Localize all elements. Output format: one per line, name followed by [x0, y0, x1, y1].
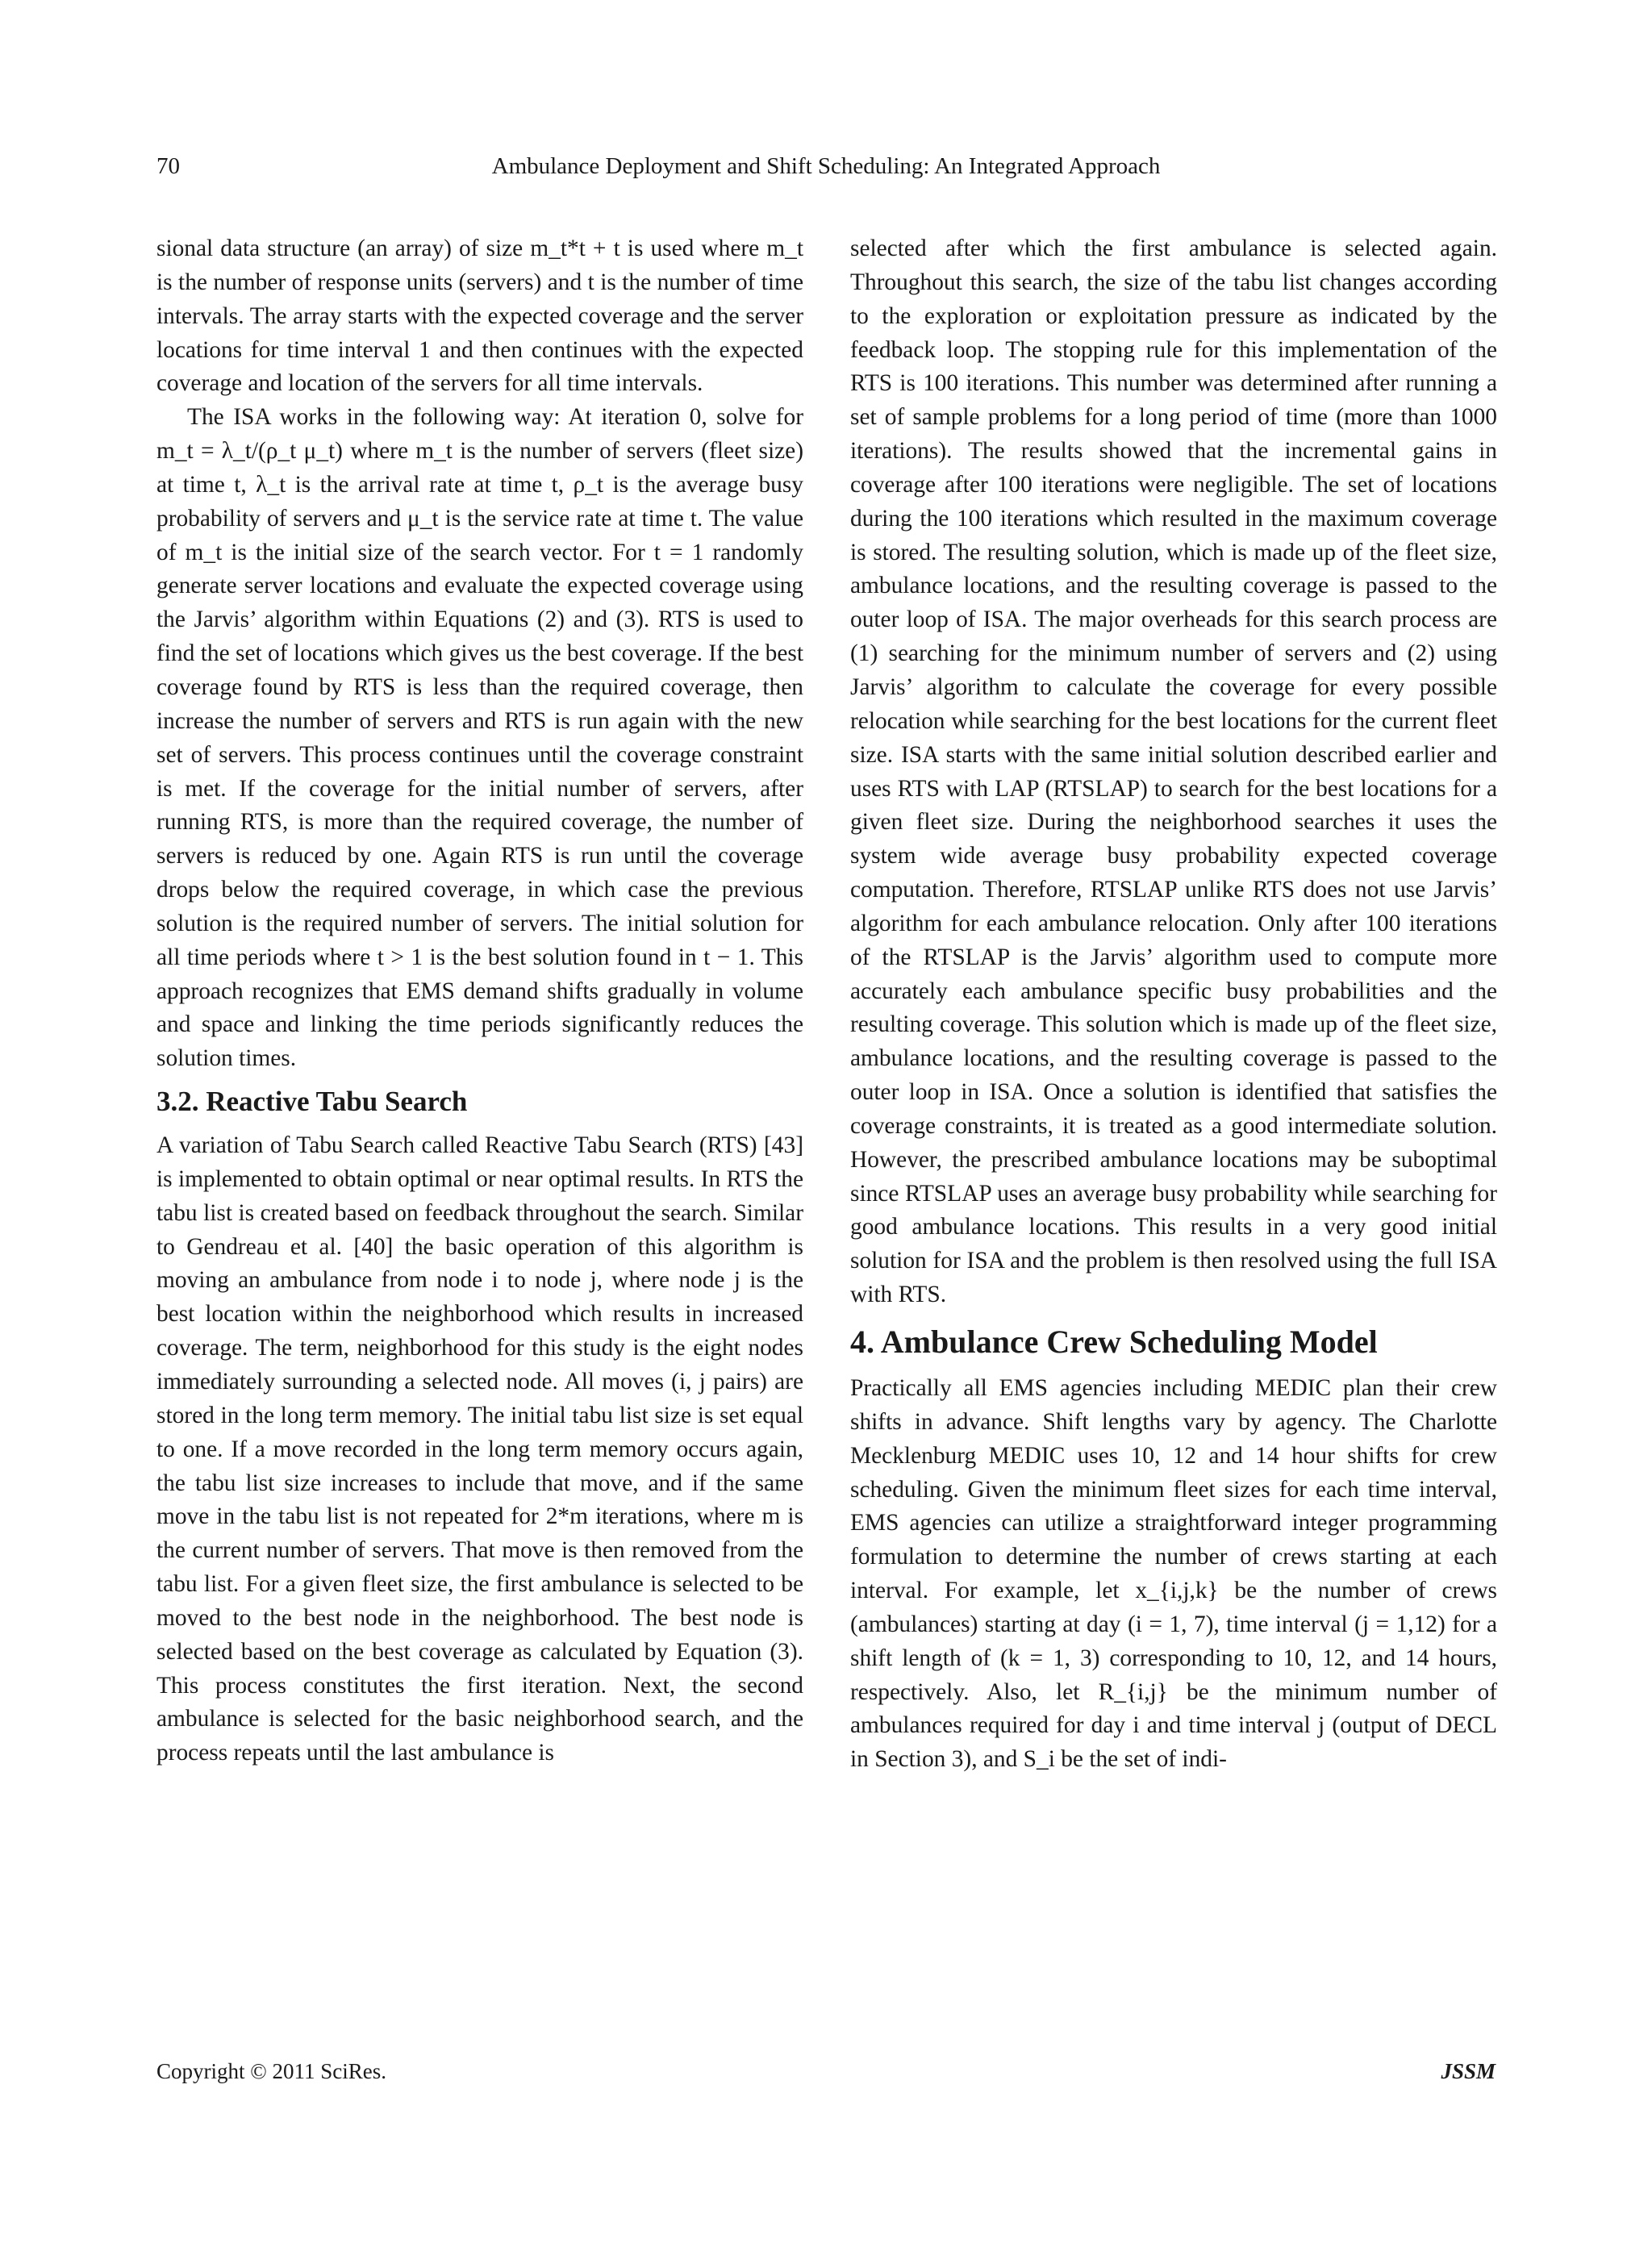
journal-name: JSSM [1441, 2059, 1496, 2083]
right-paragraph-1: selected after which the first ambulance is selected again. Throughout this search, the size of the tabu list changes according to the exploration or exploitation pressure as indicated by the feedback loop. The stopping rule for this implementation of the RTS is 100 iterations. This number was determined after running a set of sample problems for a long period of time (more than 1000 iterations). The results showed that the incremental gains in coverage after 100 iterations were negligible. The set of locations during the 100 iterations which resulted in the maximum coverage is stored. The resulting solution, which is made up of the fleet size, ambulance locations, and the resulting coverage is passed to the outer loop of ISA. The major overheads for this search process are (1) searching for the minimum number of servers and (2) using Jarvis’ algorithm to calculate the coverage for every possible relocation while searching for the best locations for the current fleet size. ISA starts with the same initial solution described earlier and uses RTS with LAP (RTSLAP) to search for the best locations for a given fleet size. During the neighborhood searches it uses the system wide average busy probability expected coverage computation. Therefore, RTSLAP unlike RTS does not use Jarvis’ algorithm for each ambulance relocation. Only after 100 iterations of the RTSLAP is the Jarvis’ algorithm used to compute more accurately each ambulance specific busy probabilities and the resulting coverage. This solution which is made up of the fleet size, ambulance locations, and the resulting coverage is passed to the outer loop in ISA. Once a solution is identified that satisfies the coverage constraints, it is treated as a good intermediate solution. However, the prescribed ambulance locations may be suboptimal since RTSLAP uses an average busy probability while searching for good ambulance locations. This results in a very good initial solution for ISA and the problem is then resolved using the full ISA with RTS. [850, 236, 1497, 1308]
copyright-notice: Copyright © 2011 SciRes. [156, 2059, 387, 2083]
page-footer [156, 2055, 1496, 2087]
running-title: Ambulance Deployment and Shift Scheduling: An Integrated Approach [491, 153, 1161, 179]
page-header [156, 150, 1496, 182]
left-paragraph-1: sional data structure (an array) of size m_t*t + t is used where m_t is the number of response units (servers) and t is the number of time intervals. The array starts with the expected coverage and the server locations for time interval 1 and then continues with the expected coverage and location of the servers for all time intervals. [156, 236, 803, 397]
right-paragraph-2: Practically all EMS agencies including MEDIC plan their crew shifts in advance. Shift lengths vary by agency. The Charlotte Mecklenburg MEDIC uses 10, 12 and 14 hour shifts for crew scheduling. Given the minimum fleet sizes for each time interval, EMS agencies can utilize a straightforward integer programming formulation to determine the number of crews starting at each interval. For example, let x_{i,j,k} be the number of crews (ambulances) starting at day (i = 1, 7), time interval (j = 1,12) for a shift length of (k = 1, 3) corresponding to 10, 12, and 14 hours, respectively. Also, let R_{i,j} be the minimum number of ambulances required for day i and time interval j (output of DECL in Section 3), and S_i be the set of indi- [850, 1375, 1497, 1773]
left-paragraph-3: A variation of Tabu Search called Reactive Tabu Search (RTS) [43] is implemented to obtain optimal or near optimal results. In RTS the tabu list is created based on feedback throughout the search. Similar to Gendreau et al. [40] the basic operation of this algorithm is moving an ambulance from node i to node j, where node j is the best location within the neighborhood which results in increased coverage. The term, neighborhood for this study is the eight nodes immediately surrounding a selected node. All moves (i, j pairs) are stored in the long term memory. The initial tabu list size is set equal to one. If a move recorded in the long term memory occurs again, the tabu list size increases to include that move, and if the same move in the tabu list is not repeated for 2*m iterations, where m is the current number of servers. That move is then removed from the tabu list. For a given fleet size, the first ambulance is selected to be moved to the best node in the neighborhood. The best node is selected based on the best coverage as calculated by Equation (3). This process constitutes the first iteration. Next, the second ambulance is selected for the basic neighborhood search, and the process repeats until the last ambulance is [156, 1132, 803, 1766]
left-column [156, 232, 803, 1770]
page-number: 70 [156, 153, 180, 179]
section-heading-3-2: 3.2. Reactive Tabu Search [156, 1086, 468, 1118]
section-heading-4: 4. Ambulance Crew Scheduling Model [850, 1324, 1378, 1360]
right-column [850, 232, 1497, 1777]
left-paragraph-2: The ISA works in the following way: At iteration 0, solve for m_t = λ_t/(ρ_t μ_t) where m_t is the number of servers (fleet size) at time t, λ_t is the arrival rate at time t, ρ_t is the average busy probability of servers and μ_t is the service rate at time t. The value of m_t is the initial size of the search vector. For t = 1 randomly generate server locations and evaluate the expected coverage using the Jarvis’ algorithm within Equations (2) and (3). RTS is used to find the set of locations which gives us the best coverage. If the best coverage found by RTS is less than the required coverage, then increase the number of servers and RTS is run again with the new set of servers. This process continues until the coverage constraint is met. If the coverage for the initial number of servers, after running RTS, is more than the required coverage, the number of servers is reduced by one. Again RTS is run until the coverage drops below the required coverage, in which case the previous solution is the required number of servers. The initial solution for all time periods where t > 1 is the best solution found in t − 1. This approach recognizes that EMS demand shifts gradually in volume and space and linking the time periods significantly reduces the solution times. [156, 404, 803, 1072]
